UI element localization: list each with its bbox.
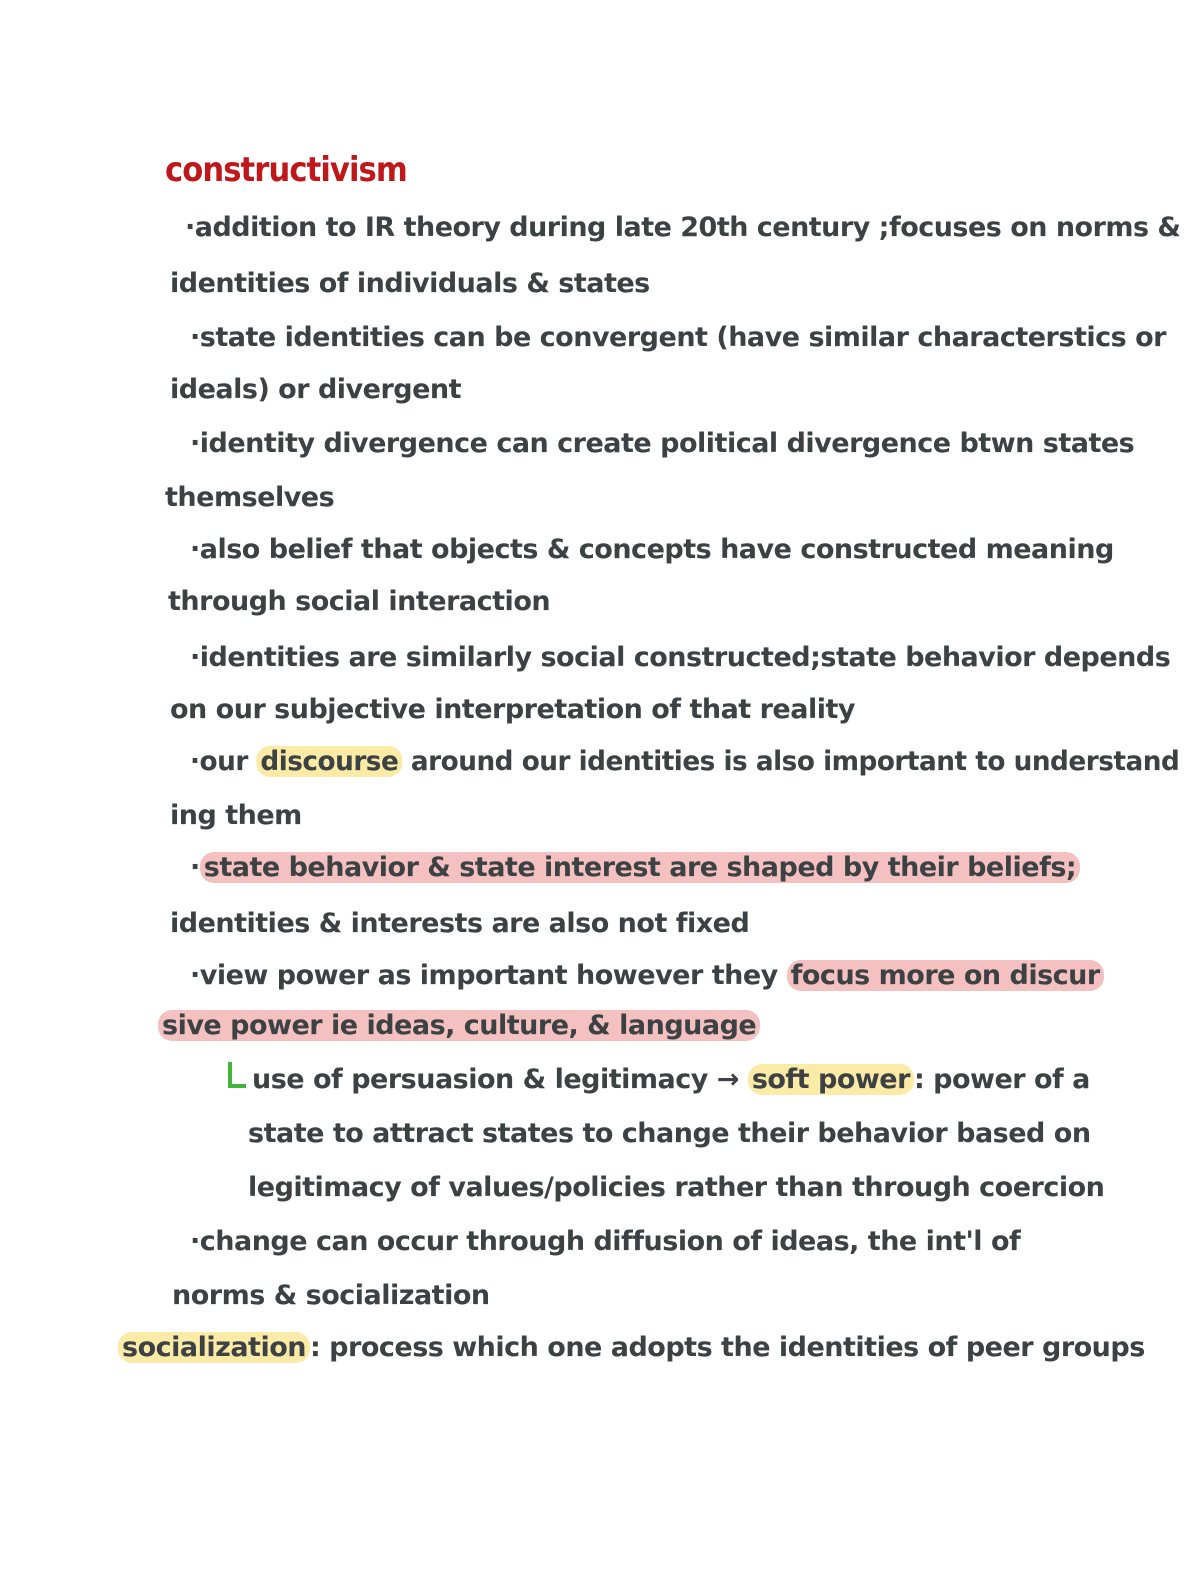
note-line: ·addition to IR theory during late 20th century ;focuses on norms &: [185, 212, 1181, 243]
note-line: themselves: [165, 482, 335, 513]
note-line: legitimacy of values/policies rather than through coercion: [248, 1172, 1105, 1203]
note-line: ·also belief that objects & concepts have constructed meaning: [190, 534, 1114, 565]
line-post: : process which one adopts the identities of peer groups: [309, 1332, 1145, 1363]
note-line: [190, 956, 1104, 996]
note-line: ·identity divergence can create political divergence btwn states: [190, 428, 1135, 459]
highlight-red: state behavior & state interest are shaped by their beliefs;: [200, 852, 1080, 883]
note-line: [252, 1060, 1090, 1100]
highlight-yellow: discourse: [256, 746, 402, 777]
line-pre: ·view power as important however they: [190, 960, 787, 991]
highlight-yellow: soft power: [748, 1064, 914, 1095]
note-line: norms & socialization: [172, 1280, 490, 1311]
note-line: ·state identities can be convergent (have similar characterstics or: [190, 322, 1166, 353]
highlight-red: sive power ie ideas, culture, & language: [158, 1010, 760, 1041]
note-line: ·identities are similarly social constructed;state behavior depends: [190, 642, 1171, 673]
note-line: ing them: [170, 800, 302, 831]
note-line: ideals) or divergent: [170, 374, 462, 405]
note-line: state to attract states to change their behavior based on: [248, 1118, 1091, 1149]
highlight-yellow: socialization: [118, 1332, 310, 1363]
note-line: through social interaction: [168, 586, 551, 617]
sub-point-arrow-icon: [228, 1062, 246, 1088]
line-pre: use of persuasion & legitimacy →: [252, 1064, 748, 1095]
line-pre: ·our: [190, 746, 257, 777]
line-post: around our identities is also important to understand: [402, 746, 1180, 777]
page-title: constructivism: [165, 150, 407, 190]
note-line: [190, 848, 1080, 888]
line-pre: ·: [190, 852, 200, 883]
note-line: identities of individuals & states: [170, 268, 650, 299]
line-post: : power of a: [913, 1064, 1090, 1095]
highlight-red: focus more on discur: [787, 960, 1104, 991]
note-line: identities & interests are also not fixed: [170, 908, 750, 939]
note-line: on our subjective interpretation of that reality: [170, 694, 855, 725]
note-line: ·change can occur through diffusion of ideas, the int'l of: [190, 1226, 1021, 1257]
note-line: [190, 742, 1179, 782]
note-line: [118, 1328, 1145, 1368]
note-line: [158, 1006, 760, 1046]
